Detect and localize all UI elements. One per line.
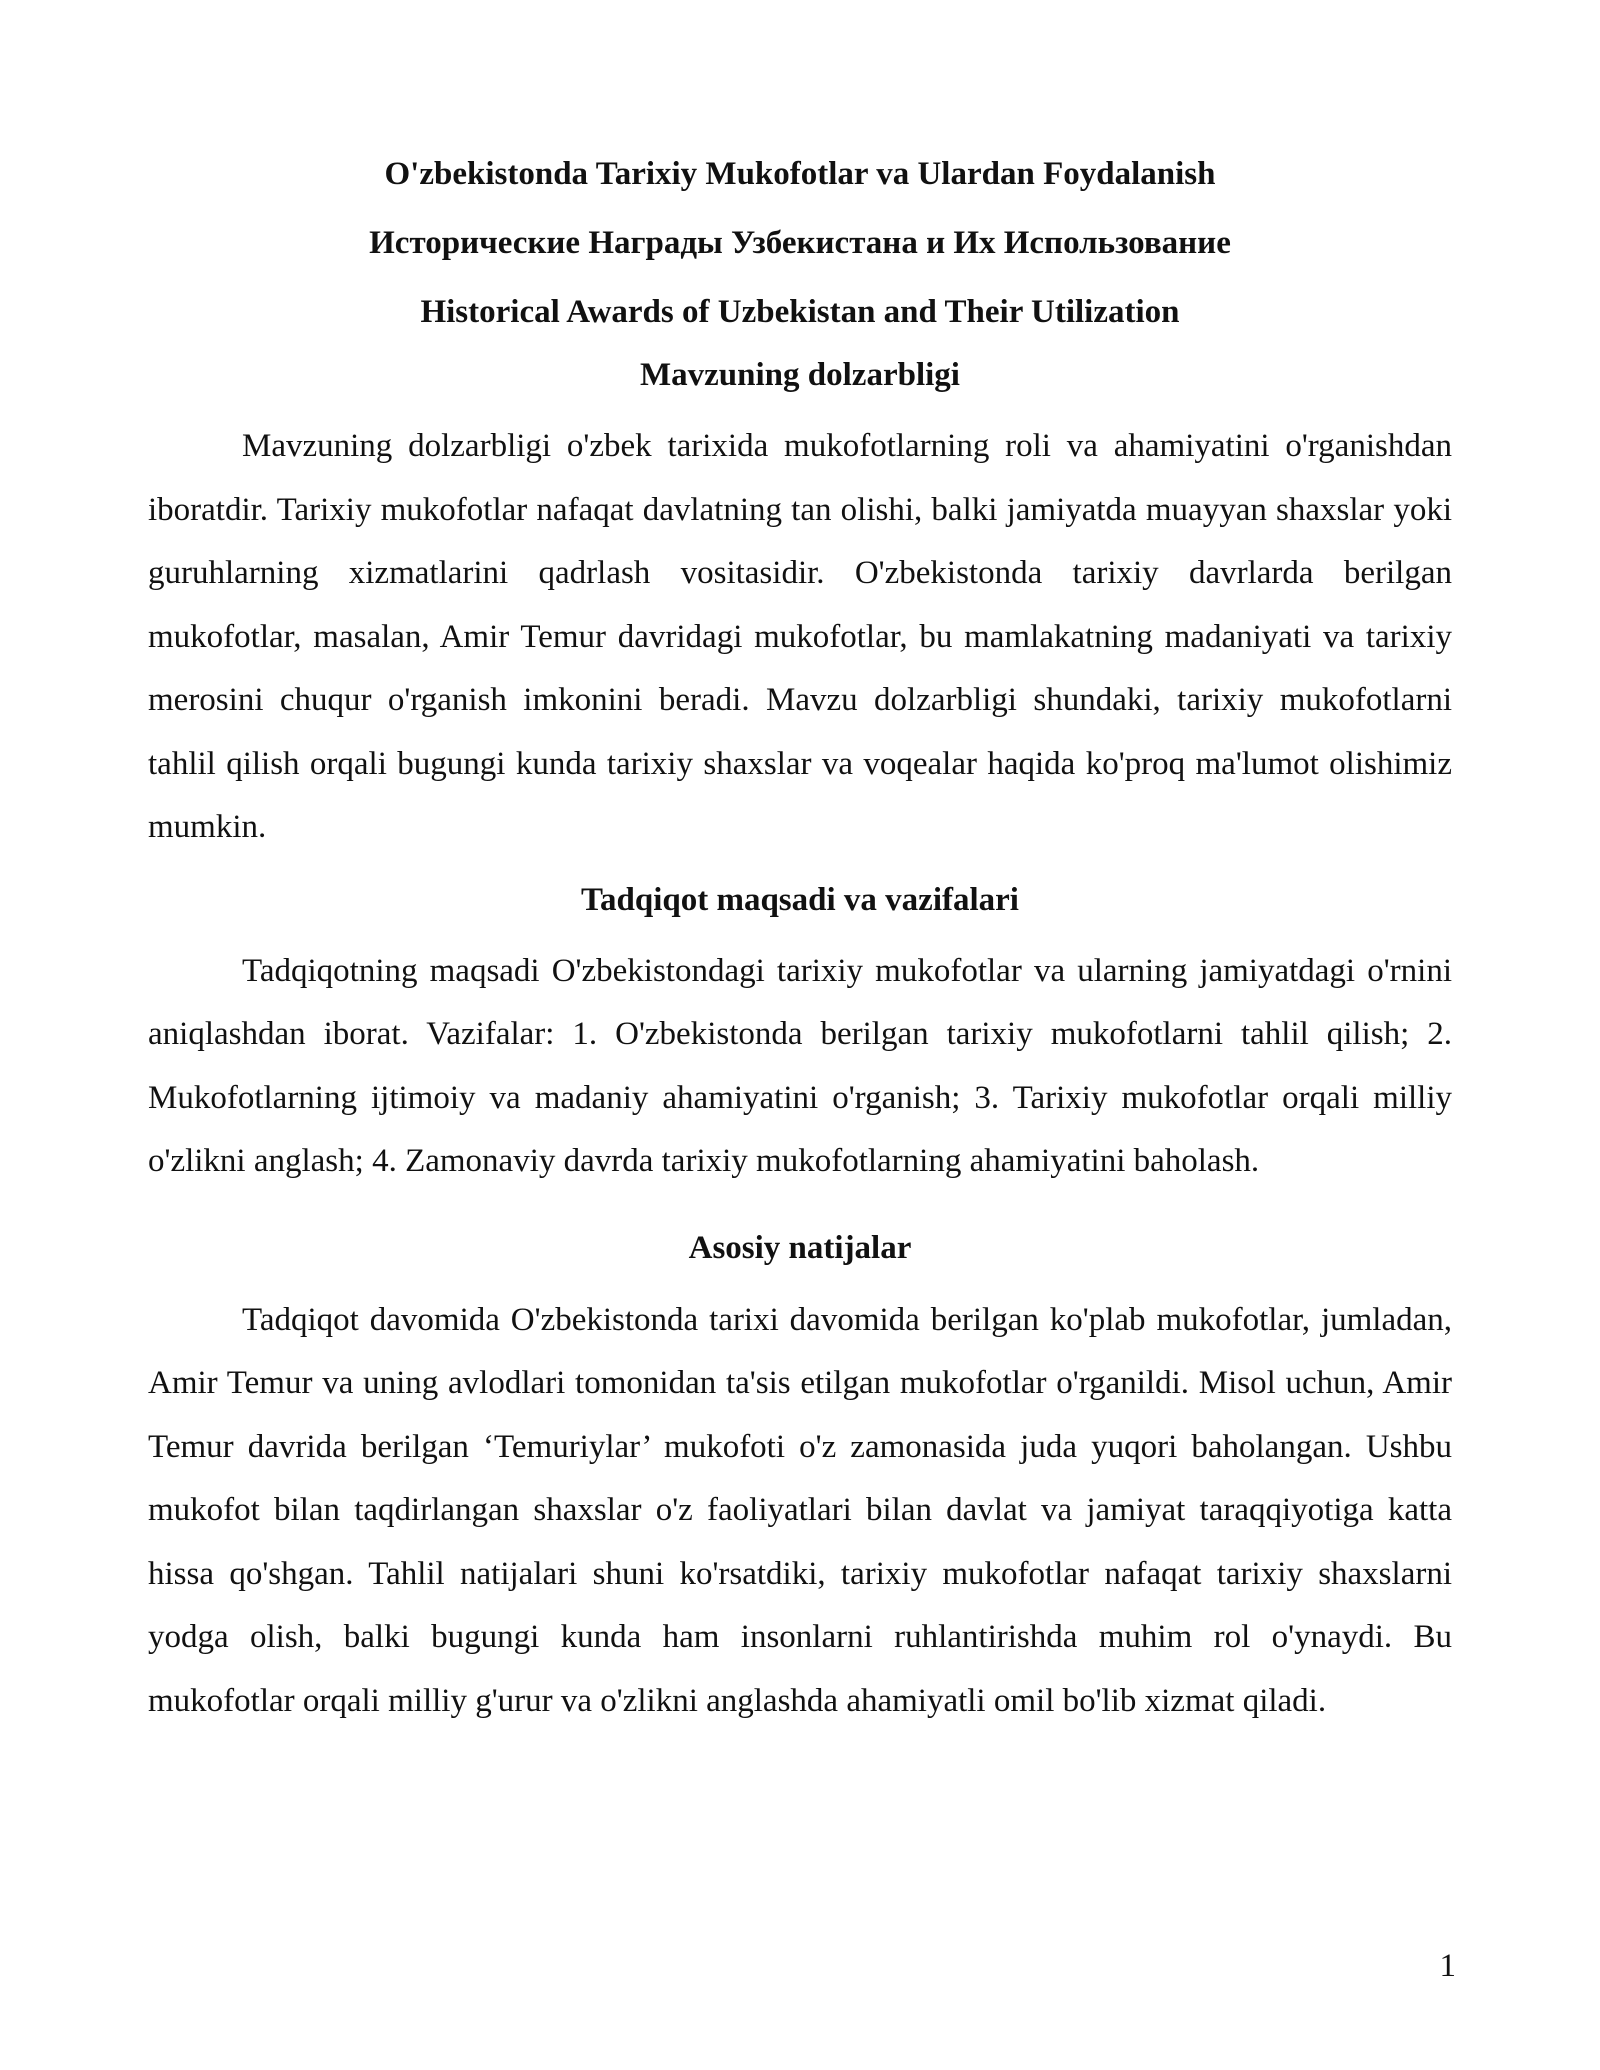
section-paragraph: Tadqiqotning maqsadi O'zbekistondagi tarixiy mukofotlar va ularning jamiyatdagi o'rnini aniqlashdan iborat. Vazifalar: 1. O'zbekistonda berilgan tarixiy mukofotlarni tahlil qilish; 2. Mukofotlarning ijtimoiy va madaniy ahamiyatini o'rganish; 3. Tarixiy mukofotlar orqali milliy o'zlikni anglash; 4. Zamonaviy davrda tarixiy mukofotlarning ahamiyatini baholash.: [148, 952, 1452, 1179]
document-page: [148, 140, 1452, 1733]
section-results: [148, 1228, 1452, 1734]
title-english: Historical Awards of Uzbekistan and Their Utilization: [420, 294, 1180, 330]
section-heading: Mavzuning dolzarbligi: [640, 357, 960, 393]
section-goals: [148, 880, 1452, 1194]
title-uzbek: O'zbekistonda Tarixiy Mukofotlar va Ulardan Foydalanish: [384, 156, 1216, 192]
page-number: 1: [1439, 1948, 1456, 1984]
title-russian: Исторические Награды Узбекистана и Их Использование: [369, 225, 1231, 261]
section-paragraph: Tadqiqot davomida O'zbekistonda tarixi davomida berilgan ko'plab mukofotlar, jumladan, Amir Temur va uning avlodlari tomonidan ta'sis etilgan mukofotlar o'rganildi. Misol uchun, Amir Temur davrida berilgan ‘Temuriylar’ mukofoti o'z zamonasida juda yuqori baholangan. Ushbu mukofot bilan taqdirlangan shaxslar o'z faoliyatlari bilan davlat va jamiyat taraqqiyotiga katta hissa qo'shgan. Tahlil natijalari shuni ko'rsatdiki, tarixiy mukofotlar nafaqat tarixiy shaxslarni yodga olish, balki bugungi kunda ham insonlarni ruhlantirishda muhim rol o'ynaydi. Bu mukofotlar orqali milliy g'urur va o'zlikni anglashda ahamiyatli omil bo'lib xizmat qiladi.: [148, 1301, 1452, 1719]
section-heading: Tadqiqot maqsadi va vazifalari: [581, 881, 1019, 918]
section-paragraph: Mavzuning dolzarbligi o'zbek tarixida mukofotlarning roli va ahamiyatini o'rganishdan iboratdir. Tarixiy mukofotlar nafaqat davlatning tan olishi, balki jamiyatda muayyan shaxslar yoki guruhlarning xizmatlarini qadrlash vositasidir. O'zbekistonda tarixiy davrlarda berilgan mukofotlar, masalan, Amir Temur davridagi mukofotlar, bu mamlakatning madaniyati va tarixiy merosini chuqur o'rganish imkonini beradi. Mavzu dolzarbligi shundaki, tarixiy mukofotlarni tahlil qilish orqali bugungi kunda tarixiy shaxslar va voqealar haqida ko'proq ma'lumot olishimiz mumkin.: [148, 428, 1452, 845]
section-relevance: [148, 355, 1452, 860]
section-heading: Asosiy natijalar: [688, 1229, 912, 1266]
title-block: [148, 140, 1452, 347]
